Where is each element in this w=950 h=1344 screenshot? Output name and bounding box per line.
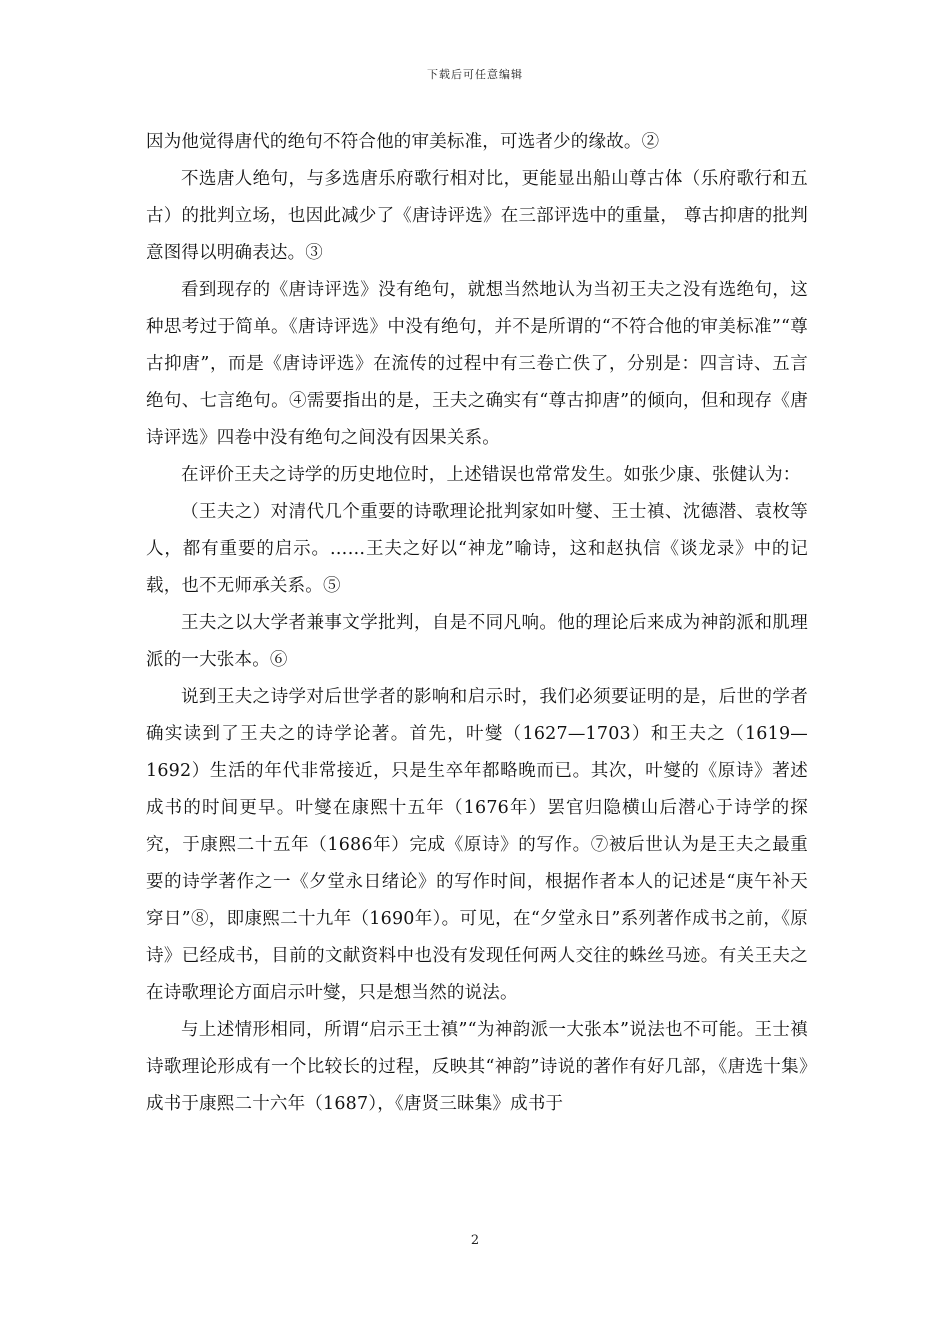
paragraph-6: 与上述情形相同，所谓“启示王士禛”“为神韵派一大张本”说法也不可能。王士禛诗歌理论形成有一个比较长的过程，反映其“神韵”诗说的著作有好几部，《唐选十集》成书于康熙二十六年（1687），《唐贤三昧集》成书于 — [146, 1020, 808, 1114]
paragraph-3: 看到现存的《唐诗评选》没有绝句，就想当然地认为当初王夫之没有选绝句，这种思考过于简单。《唐诗评选》中没有绝句，并不是所谓的“不符合他的审美标准”“尊古抑唐”，而是《唐诗评选》在流传的过程中有三卷亡佚了，分别是：四言诗、五言绝句、七言绝句。④需要指出的是，王夫之确实有“尊古抑唐”的倾向，但和现存《唐诗评选》四卷中没有绝句之间没有因果关系。 — [146, 280, 808, 448]
paragraph-1: 因为他觉得唐代的绝句不符合他的审美标准，可选者少的缘故。② — [146, 132, 660, 152]
paragraph-2: 不选唐人绝句，与多选唐乐府歌行相对比，更能显出船山尊古体（乐府歌行和五古）的批判立场，也因此减少了《唐诗评选》在三部评选中的重量， 尊古抑唐的批判意图得以明确表达。③ — [146, 169, 808, 263]
document-body — [146, 124, 808, 1123]
paragraph-5: 说到王夫之诗学对后世学者的影响和启示时，我们必须要证明的是，后世的学者确实读到了王夫之的诗学论著。首先，叶燮（1627—1703）和王夫之（1619—1692）生活的年代非常接近，只是生卒年都略晚而已。其次，叶燮的《原诗》著述成书的时间更早。叶燮在康熙十五年（1676年）罢官归隐横山后潜心于诗学的探究，于康熙二十五年（1686年）完成《原诗》的写作。⑦被后世认为是王夫之最重要的诗学著作之一《夕堂永日绪论》的写作时间，根据作者本人的记述是“庚午补天穿日”⑧，即康熙二十九年（1690年）。可见，在“夕堂永日”系列著作成书之前，《原诗》已经成书，目前的文献资料中也没有发现任何两人交往的蛛丝马迹。有关王夫之在诗歌理论方面启示叶燮，只是想当然的说法。 — [146, 687, 808, 1003]
page-number: 2 — [470, 1233, 480, 1248]
page-header: 下载后可任意编辑 — [427, 68, 523, 81]
paragraph-4: 在评价王夫之诗学的历史地位时，上述错误也常常发生。如张少康、张健认为： — [181, 465, 801, 485]
block-quote-1: （王夫之）对清代几个重要的诗歌理论批判家如叶燮、王士禛、沈德潜、袁枚等人，都有重要的启示。……王夫之好以“神龙”喻诗，这和赵执信《谈龙录》中的记载，也不无师承关系。⑤ — [146, 502, 808, 596]
block-quote-2: 王夫之以大学者兼事文学批判，自是不同凡响。他的理论后来成为神韵派和肌理派的一大张本。⑥ — [146, 613, 808, 670]
